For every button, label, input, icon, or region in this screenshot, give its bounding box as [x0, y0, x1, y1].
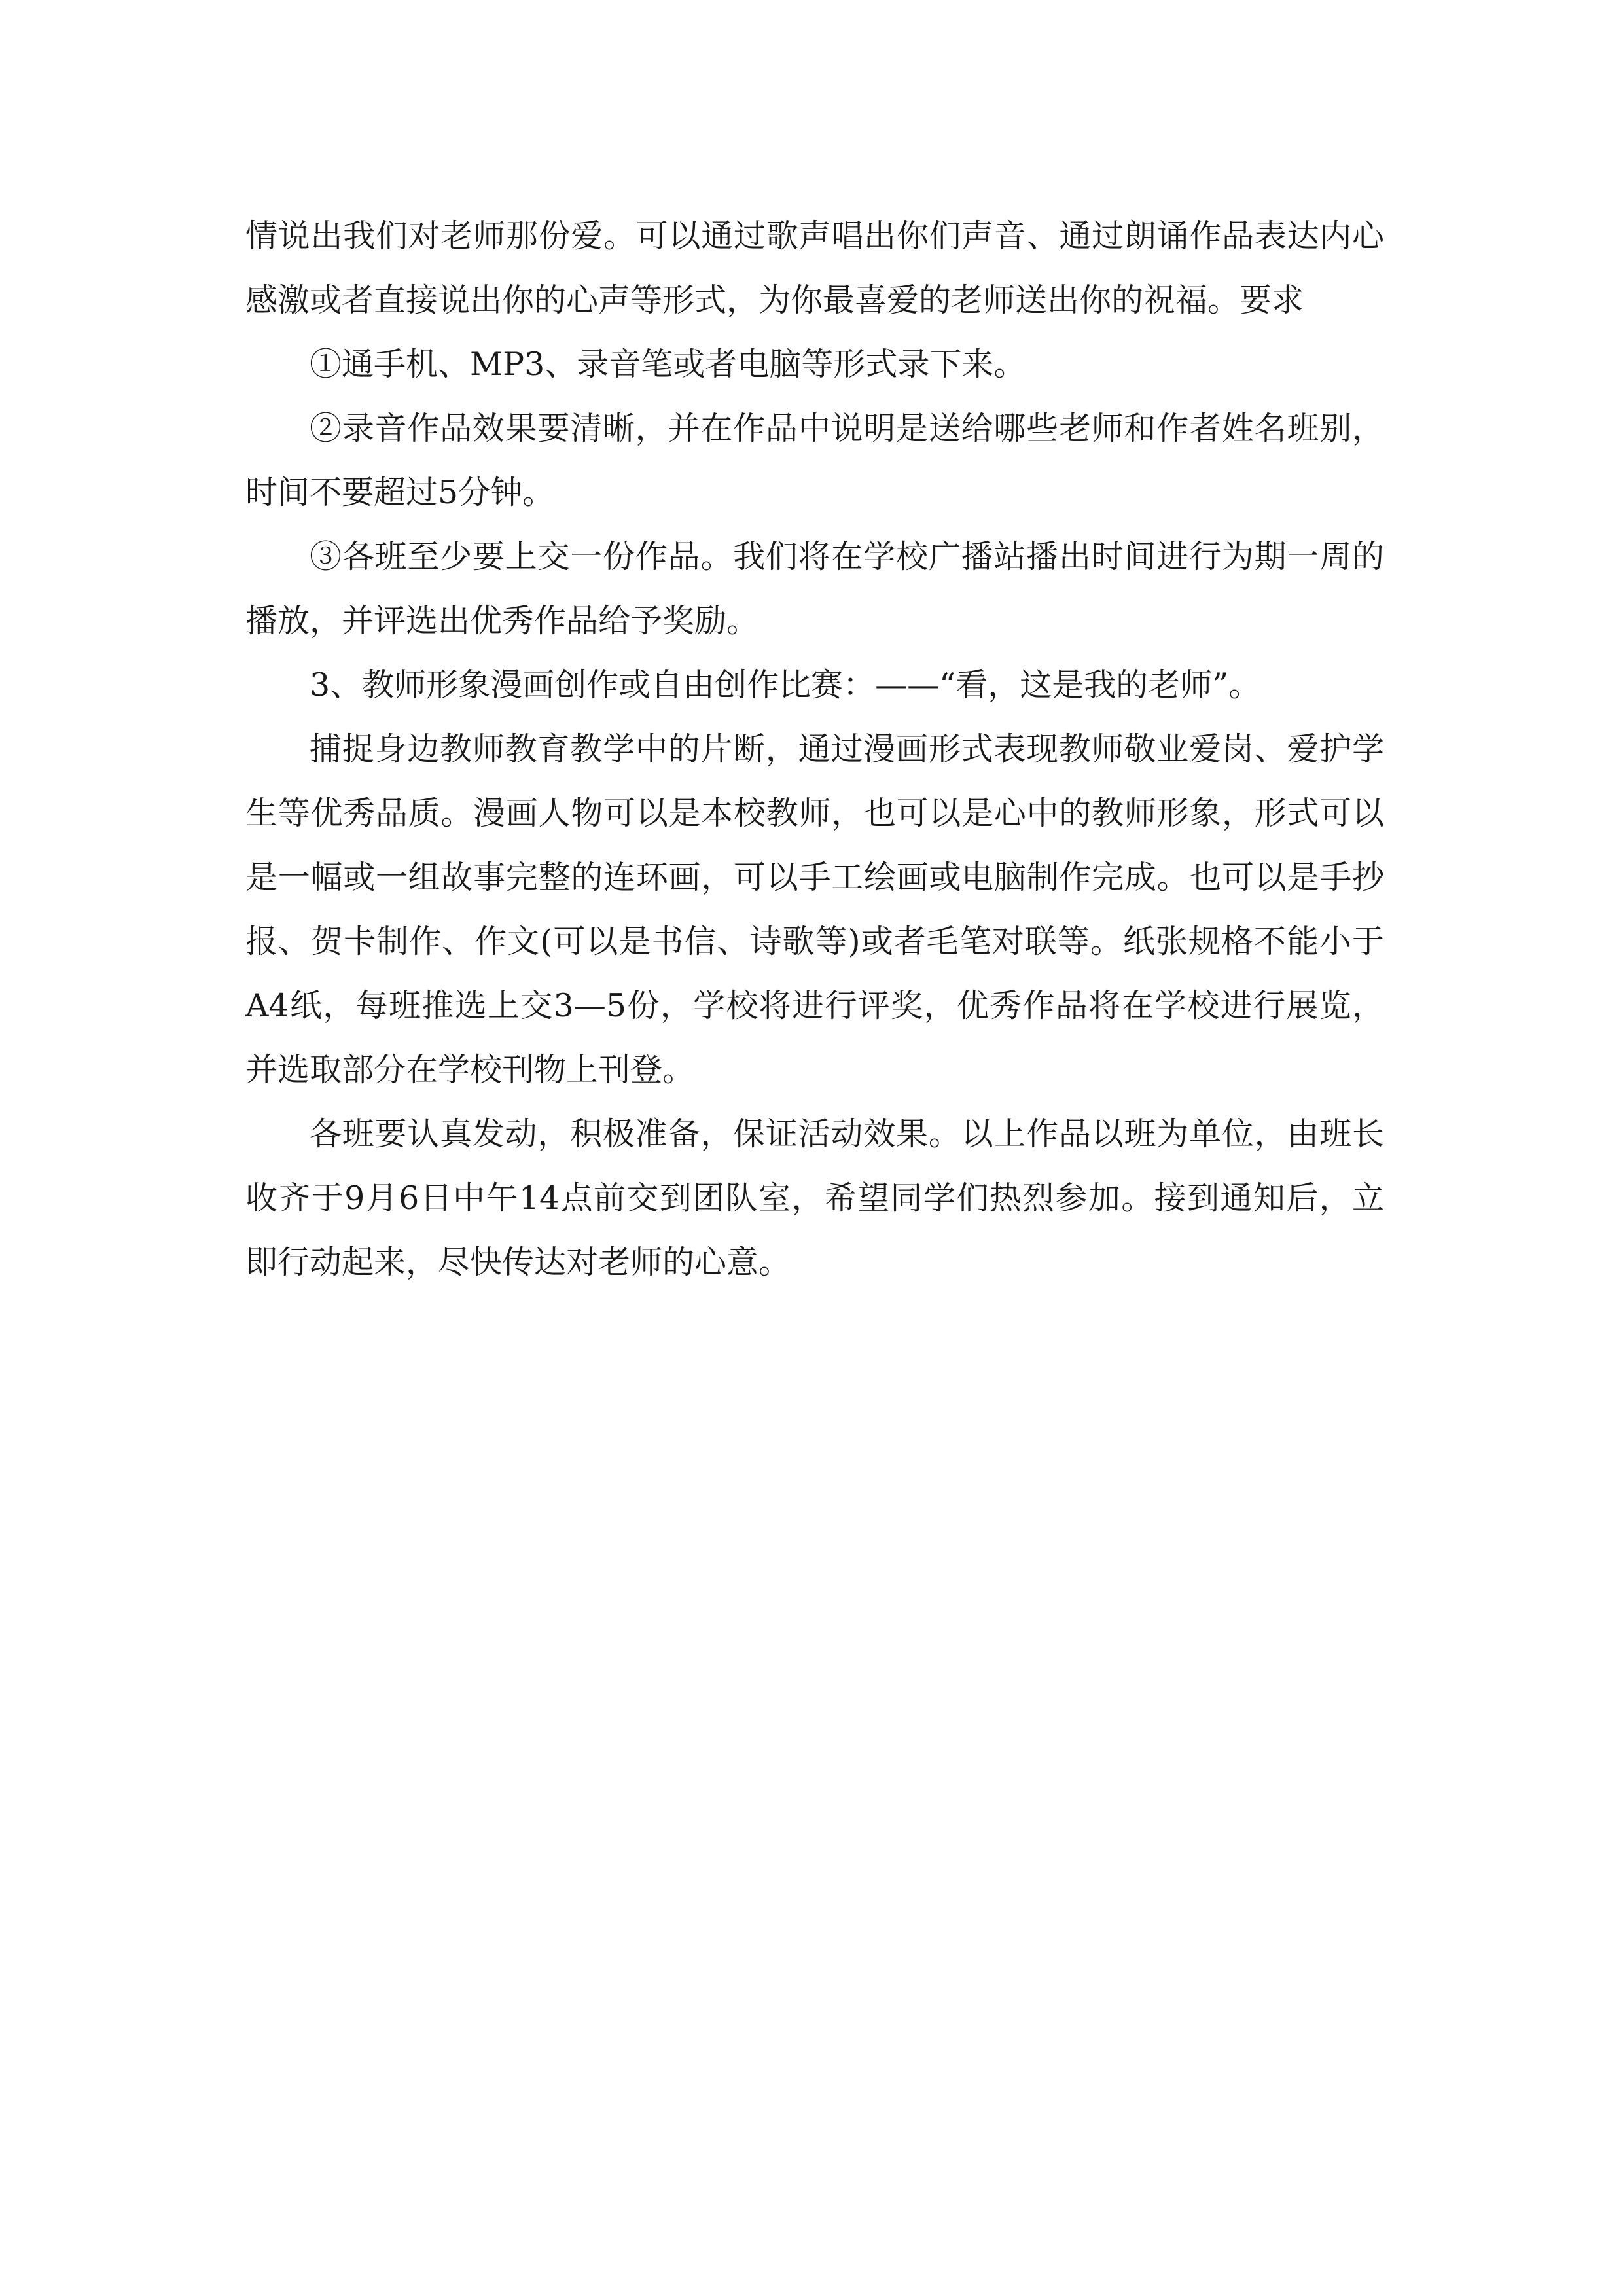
body-text: [245, 204, 1384, 1295]
paragraph-requirement-1: ①通手机、MP3、录音笔或者电脑等形式录下来。: [310, 346, 1026, 383]
paragraph-requirement-3: ③各班至少要上交一份作品。我们将在学校广播站播出时间进行为期一周的播放，并评选出优秀作品给予奖励。: [245, 538, 1384, 639]
paragraph-item-3-title: 3、教师形象漫画创作或自由创作比赛：——“看，这是我的老师”。: [310, 666, 1261, 704]
paragraph-item-3-body: 捕捉身边教师教育教学中的片断，通过漫画形式表现教师敬业爱岗、爱护学生等优秀品质。漫画人物可以是本校教师，也可以是心中的教师形象，形式可以是一幅或一组故事完整的连环画，可以手工绘画或电脑制作完成。也可以是手抄报、贺卡制作、作文(可以是书信、诗歌等)或者毛笔对联等。纸张规格不能小于A4纸，每班推选上交3—5份，学校将进行评奖，优秀作品将在学校进行展览，并选取部分在学校刊物上刊登。: [245, 730, 1384, 1088]
paragraph-requirement-2: ②录音作品效果要清晰，并在作品中说明是送给哪些老师和作者姓名班别，时间不要超过5分钟。: [245, 410, 1384, 511]
paragraph-continuation: 情说出我们对老师那份爱。可以通过歌声唱出你们声音、通过朗诵作品表达内心感激或者直接说出你的心声等形式，为你最喜爱的老师送出你的祝福。要求: [245, 217, 1384, 319]
paragraph-closing: 各班要认真发动，积极准备，保证活动效果。以上作品以班为单位，由班长收齐于9月6日中午14点前交到团队室，希望同学们热烈参加。接到通知后，立即行动起来，尽快传达对老师的心意。: [245, 1115, 1384, 1281]
